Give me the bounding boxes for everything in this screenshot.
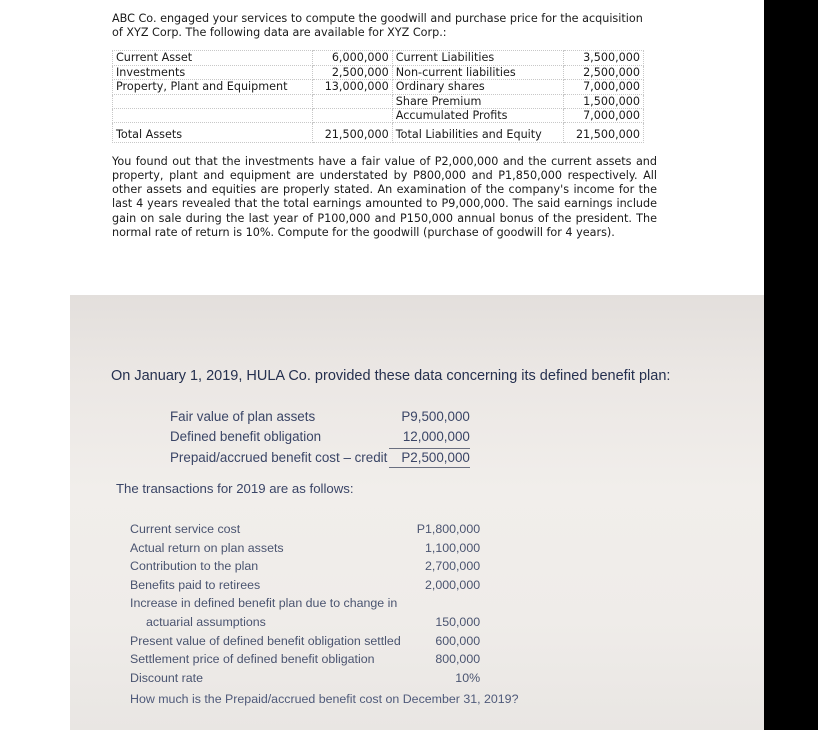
transaction-label: actuarial assumptions xyxy=(146,614,266,629)
table-row xyxy=(170,448,470,468)
table-row xyxy=(113,109,644,123)
equity-value: 1,500,000 xyxy=(564,94,644,108)
transaction-value: 150,000 xyxy=(435,614,481,629)
transaction-label: Settlement price of defined benefit obligation xyxy=(130,652,375,667)
given-value: P9,500,000 xyxy=(401,409,470,424)
given-label: Defined benefit obligation xyxy=(170,429,322,444)
transactions-table xyxy=(128,519,482,688)
transaction-value: 2,000,000 xyxy=(424,577,481,592)
equity-label: Ordinary shares xyxy=(392,80,564,94)
equity-value: 7,000,000 xyxy=(564,109,644,123)
given-value: 12,000,000 xyxy=(402,429,470,444)
table-row xyxy=(170,428,470,446)
table-row xyxy=(130,577,480,594)
equity-value: 3,500,000 xyxy=(564,51,644,65)
equity-value: 2,500,000 xyxy=(564,65,644,79)
asset-value: 6,000,000 xyxy=(313,51,393,65)
transaction-label: Contribution to the plan xyxy=(130,559,259,574)
table-row xyxy=(113,51,644,65)
asset-label: Property, Plant and Equipment xyxy=(113,80,313,94)
given-label: Prepaid/accrued benefit cost – credit xyxy=(170,450,388,465)
table-row xyxy=(130,614,480,631)
asset-label: Investments xyxy=(113,65,313,79)
transaction-value: 800,000 xyxy=(435,652,481,667)
total-assets-value: 21,500,000 xyxy=(313,123,393,142)
black-side-bar xyxy=(764,0,818,730)
total-liabilities-label: Total Liabilities and Equity xyxy=(392,123,564,142)
given-label: Fair value of plan assets xyxy=(170,409,316,424)
problem2-question: How much is the Prepaid/accrued benefit cost on December 31, 2019? xyxy=(130,692,519,706)
table-row xyxy=(130,595,480,612)
problem1-intro: ABC Co. engaged your services to compute the goodwill and purchase price for the acquisition of XYZ Corp. The following data are available for XYZ Corp.: xyxy=(112,12,643,40)
transaction-label: Increase in defined benefit plan due to change in xyxy=(130,596,398,611)
given-data-table xyxy=(168,406,472,470)
equity-label: Current Liabilities xyxy=(392,51,564,65)
transactions-title: The transactions for 2019 are as follows: xyxy=(116,481,354,496)
problem1-paragraph: You found out that the investments have a fair value of P2,000,000 and the current assets and property, plant and equipment are understated by P800,000 and P1,850,000 respectively. All other assets and equities are properly stated. An examination of the company's income for the last 4 years revealed that the total earnings amounted to P9,000,000. The said earnings include gain on sale during the last year of P100,000 and P150,000 annual bonus of the president. The normal rate of return is 10%. Compute for the goodwill (purchase of goodwill for 4 years). xyxy=(112,154,657,239)
transaction-label: Current service cost xyxy=(130,522,241,536)
given-value: P2,500,000 xyxy=(389,448,470,468)
transaction-value: 10% xyxy=(455,670,481,685)
transaction-label: Present value of defined benefit obligation settled xyxy=(130,633,401,648)
equity-label: Non-current liabilities xyxy=(392,65,564,79)
table-row xyxy=(130,670,480,687)
total-assets-label: Total Assets xyxy=(113,123,313,142)
transaction-label: Benefits paid to retirees xyxy=(130,577,261,592)
transaction-label: Discount rate xyxy=(130,670,204,685)
asset-label xyxy=(113,109,313,123)
total-liabilities-value: 21,500,000 xyxy=(564,123,644,142)
equity-label: Share Premium xyxy=(392,94,564,108)
transaction-label: Actual return on plan assets xyxy=(130,540,284,555)
table-row xyxy=(130,558,480,575)
asset-value xyxy=(313,94,393,108)
table-row xyxy=(130,521,480,538)
table-row xyxy=(130,633,480,650)
transaction-value: P1,800,000 xyxy=(416,522,481,536)
problem2-heading: On January 1, 2019, HULA Co. provided these data concerning its defined benefit plan: xyxy=(111,368,671,384)
total-row xyxy=(113,123,644,142)
transaction-value: 1,100,000 xyxy=(424,540,481,555)
transaction-value: 600,000 xyxy=(435,633,481,648)
table-row xyxy=(113,65,644,79)
table-row xyxy=(130,540,480,557)
table-row xyxy=(113,80,644,94)
asset-value: 2,500,000 xyxy=(313,65,393,79)
asset-value: 13,000,000 xyxy=(313,80,393,94)
problem1-section xyxy=(112,12,657,240)
equity-label: Accumulated Profits xyxy=(392,109,564,123)
balance-sheet-table xyxy=(112,50,644,142)
table-row xyxy=(130,651,480,668)
asset-value xyxy=(313,109,393,123)
transaction-value xyxy=(403,595,480,612)
problem2-photo xyxy=(70,295,764,730)
equity-value: 7,000,000 xyxy=(564,80,644,94)
transaction-value: 2,700,000 xyxy=(424,559,481,574)
table-row xyxy=(170,408,470,426)
asset-label: Current Asset xyxy=(113,51,313,65)
asset-label xyxy=(113,94,313,108)
table-row xyxy=(113,94,644,108)
